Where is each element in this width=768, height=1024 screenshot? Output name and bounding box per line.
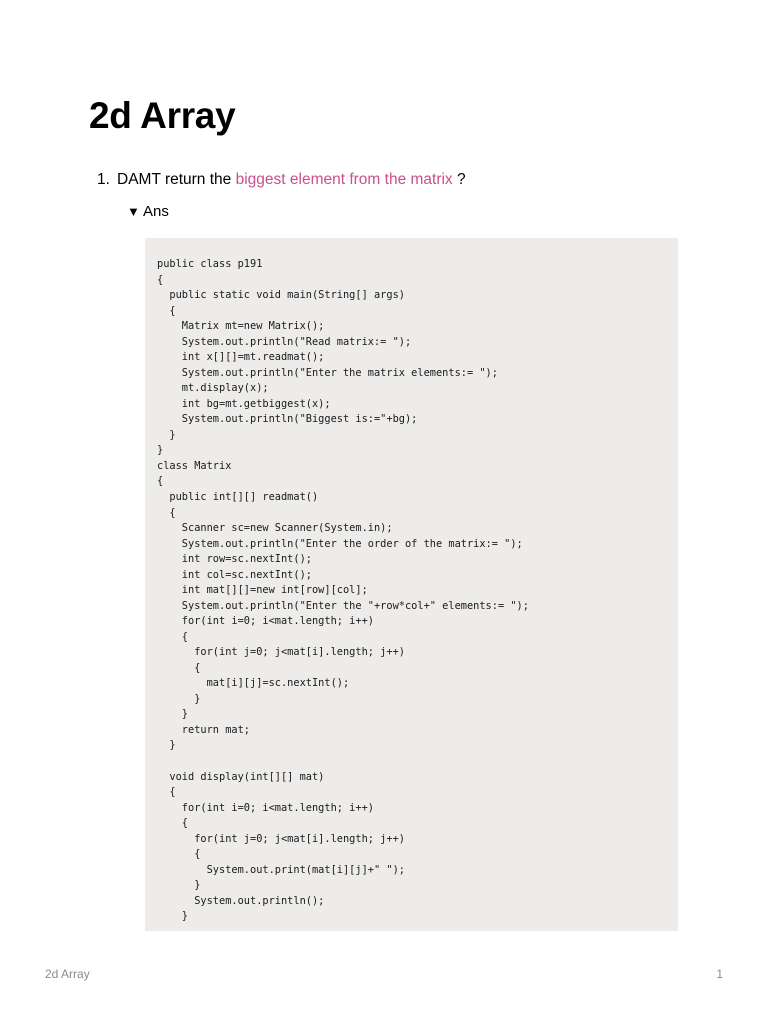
code-text: public class p191 { public static void main(String[] args) { Matrix mt=new Matrix(); System.out.println("Read matrix:= "); int x[][]=mt.readmat(); System.out.println("Enter the matrix elements:= "); mt.display(x); int bg=mt.getbiggest(x); System.out.println("Biggest is:="+bg); } } class Matrix { public int[][] readmat() { Scanner sc=new Scanner(System.in); System.out.println("Enter the order of the matrix:= "); int row=sc.nextInt(); int col=sc.nextInt(); int mat[][]=new int[row][col]; System.out.println("Enter the "+row*col+" elements:= "); for(int i=0; i<mat.length; i++) { for(int j=0; j<mat[i].length; j++) { mat[i][j]=sc.nextInt(); } } return mat; } void display(int[][] mat) { for(int i=0; i<mat.length; i++) { for(int j=0; j<mat[i].length; j++) { System.out.print(mat[i][j]+" "); } System.out.println(); }	[157, 258, 529, 923]
footer-document-title: 2d Array	[45, 967, 90, 981]
question-number: 1.	[97, 171, 110, 188]
code-block	[145, 238, 678, 931]
question-text: DAMT return the	[117, 171, 236, 188]
question-text-end: ?	[452, 171, 466, 188]
question-item	[97, 170, 466, 190]
answer-toggle[interactable]	[127, 202, 169, 222]
page-title: 2d Array	[89, 95, 236, 136]
footer-page-number: 1	[716, 967, 723, 981]
answer-toggle-label: Ans	[143, 203, 169, 220]
question-highlight: biggest element from the matrix	[235, 171, 453, 188]
triangle-down-icon: ▼	[127, 204, 140, 219]
